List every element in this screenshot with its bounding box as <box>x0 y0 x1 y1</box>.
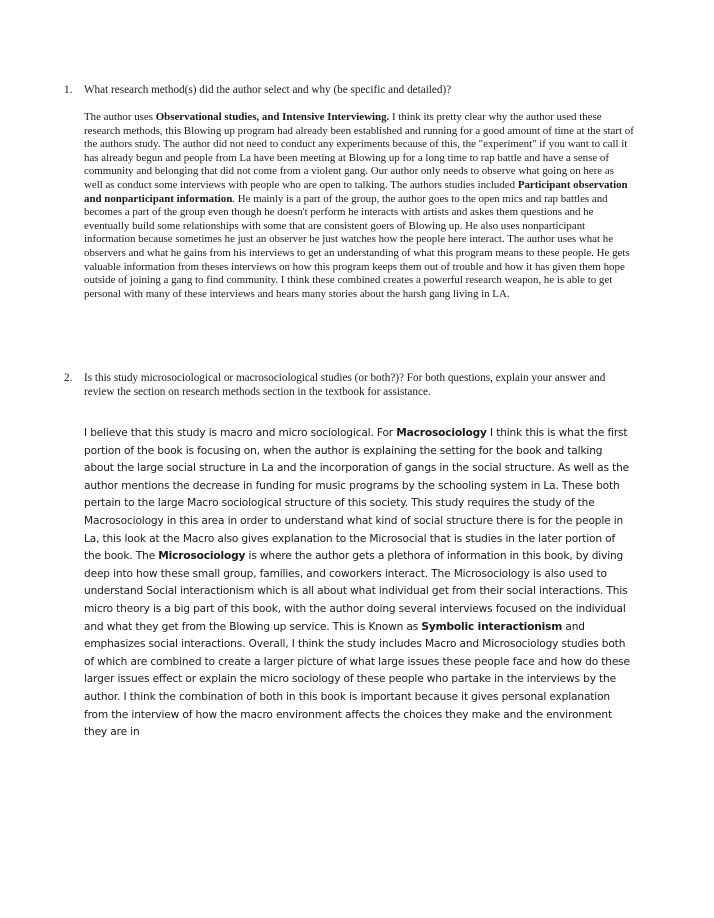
answer-bold-term: Microsociology <box>158 550 246 563</box>
question-number: 2. <box>64 372 73 384</box>
question-text: What research method(s) did the author select and why (be specific and detailed)? <box>84 84 452 96</box>
answer-bold-term: Symbolic interactionism <box>421 620 563 633</box>
answer-bold-term: Participant observation and nonparticipant information <box>84 178 628 205</box>
answer-text: and emphasizes social interactions. Overall, I think the study includes Macro and Microsociology studies both of which are combined to create a larger picture of what large issues these people face and how do these larger issues effect or explain the micro sociology of these people who partake in the interviews by the author. I think the combination of both in this book is important because it gives personal explanation from the interview of how the macro environment affects the choices they make and the environment they are in <box>84 620 630 739</box>
answer-text: I think this is what the first portion of the book is focusing on, when the author is explaining the setting for the book and talking about the large social structure in La and the incorporation of gangs in the social structure. As well as the author mentions the decrease in funding for music programs by the schooling system in La. These both pertain to the large Macro sociological structure of this society. This study requires the study of the Macrosociology in this area in order to understand what kind of social structure there is for the people in La, this look at the Macro also gives explanation to the Microsocial that is studies in the later portion of the book. The <box>84 427 630 563</box>
question-number: 1. <box>64 84 73 96</box>
answer-2 <box>84 425 634 742</box>
answer-text: I believe that this study is macro and micro sociological. For <box>84 427 397 439</box>
answer-bold-term: Macrosociology <box>396 427 487 439</box>
question-text: Is this study microsociological or macrosociological studies (or both?)? For both questions, explain your answer and review the section on research methods section in the textbook for assistance. <box>84 372 606 398</box>
answer-text: The author uses <box>84 111 156 123</box>
answer-1 <box>84 111 634 301</box>
answer-text: I think its pretty clear why the author used these research methods, this Blowing up program had already been established and running for a good amount of time at the start of the authors study. The author did not need to conduct any experiments because of this, the "experiment" if you want to call it has already begun and people from La have been meeting at Blowing up for a long time to rap battle and have a sense of community and belonging that did not come from a violent gang. Our author only needs to observe what going on here as well as conduct some interviews with people who are open to talking. The authors studies included <box>84 111 634 191</box>
answer-bold-term: Observational studies, and Intensive Interviewing. <box>155 111 390 123</box>
answer-text: is where the author gets a plethora of information in this book, by diving deep into how these small group, families, and coworkers interact. The Microsociology is also used to understand Social interactionism which is all about what individual get from their social interactions. This micro theory is a big part of this book, with the author doing several interviews focused on the individual and what they get from the Blowing up service. This is Known as <box>84 550 628 633</box>
answer-text: . He mainly is a part of the group, the author goes to the open mics and rap battles and becomes a part of the group even though he doesn't perform he interacts with artists and askes them questions and he eventually build some relationships with some that are consistent goers of Blowing up. He also uses nonparticipant information because sometimes he just an observer he just watches how the people here interact. The author uses what he observers and what he gains from his interviews to get an understanding of what this program means to these people. He gets valuable information from theses interviews on how this program keeps them out of trouble and how it has given them hope outside of joining a gang to find community. I think these combined creates a powerful research weapon, he is able to get personal with many of these interviews and hears many stories about the harsh gang living in LA. <box>84 192 630 300</box>
